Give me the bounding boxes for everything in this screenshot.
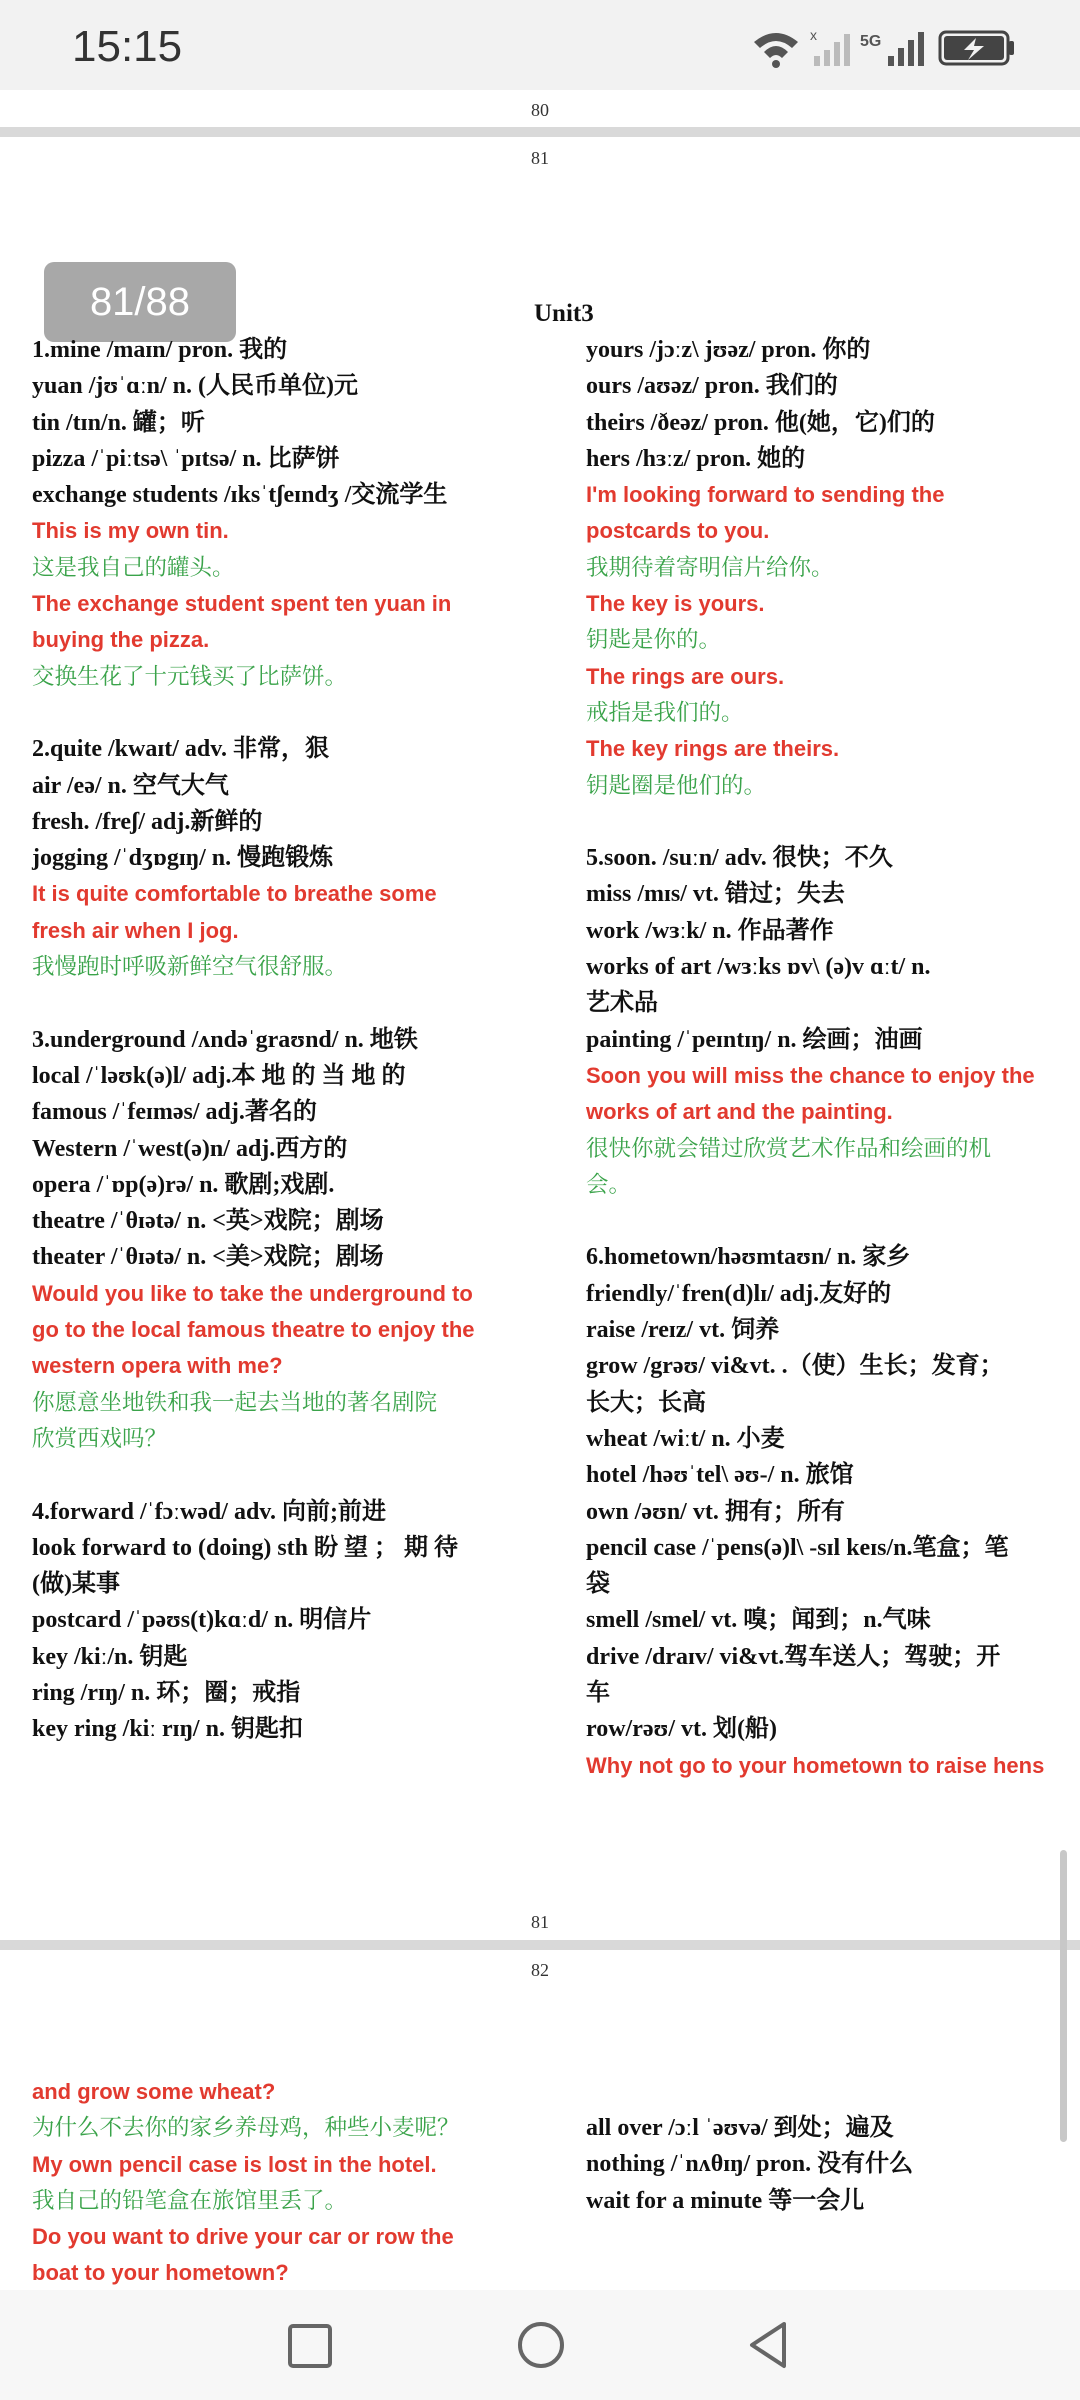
vocab-entry: own /əʊn/ vt. 拥有；所有 — [586, 1498, 845, 1525]
vocab-entry: smell /smel/ vt. 嗅；闻到；n.气味 — [586, 1607, 931, 1634]
vocab-entry: theatre /ˈθɪətə/ n. <英>戏院；剧场 — [32, 1208, 384, 1235]
page-number-prev: 80 — [531, 100, 549, 120]
vocab-entry: Western /ˈwest(ə)n/ adj.西方的 — [32, 1135, 348, 1162]
page-separator — [0, 1940, 1080, 1950]
example-sentence: It is quite comfortable to breathe some — [32, 881, 437, 907]
vocab-entry: pizza /ˈpiːtsə\ ˈpɪtsə/ n. 比萨饼 — [32, 445, 340, 472]
translation: 交换生花了十元钱买了比萨饼。 — [32, 663, 348, 689]
vocab-entry: 6.hometown/həʊmtaʊn/ n. 家乡 — [586, 1244, 911, 1271]
clock: 15:15 — [72, 22, 183, 71]
vocab-entry: key ring /kiː rɪŋ/ n. 钥匙扣 — [32, 1716, 303, 1743]
translation: 你愿意坐地铁和我一起去当地的著名剧院 — [32, 1389, 438, 1415]
vocab-entry: famous /ˈfeɪməs/ adj.著名的 — [32, 1099, 317, 1126]
page-number-top: 81 — [531, 148, 549, 168]
vocab-entry: exchange students /ɪksˈtʃeɪndʒ /交流学生 — [32, 482, 448, 509]
status-icons — [750, 26, 1020, 70]
vocab-entry: drive /draɪv/ vi&vt.驾车送人；驾驶；开 — [586, 1643, 1001, 1670]
vocab-entry: 袋 — [586, 1571, 610, 1598]
vocab-entry: jogging /ˈdʒɒgɪŋ/ n. 慢跑锻炼 — [32, 845, 334, 872]
navigation-bar — [0, 2290, 1080, 2400]
vocab-entry: yuan /jʊˈɑːn/ n. (人民币单位)元 — [32, 373, 358, 400]
example-sentence: I'm looking forward to sending the — [586, 482, 945, 508]
example-sentence: works of art and the painting. — [586, 1099, 893, 1125]
spacer — [32, 1457, 532, 1493]
example-sentence: buying the pizza. — [32, 627, 210, 653]
example-sentence: and grow some wheat? — [32, 2079, 276, 2104]
example-sentence: fresh air when I jog. — [32, 917, 239, 943]
vocab-entry: miss /mɪs/ vt. 错过；失去 — [586, 881, 845, 908]
vocab-entry: work /wɜːk/ n. 作品著作 — [586, 917, 834, 944]
translation: 这是我自己的罐头。 — [32, 554, 235, 580]
vocab-entry: wait for a minute 等一会儿 — [586, 2187, 865, 2214]
vocab-entry: 5.soon. /suːn/ adv. 很快；不久 — [586, 845, 893, 872]
vocab-entry: postcard /ˈpəʊs(t)kɑːd/ n. 明信片 — [32, 1607, 372, 1634]
vocab-entry: ring /rɪŋ/ n. 环；圈；戒指 — [32, 1679, 301, 1706]
example-sentence: Do you want to drive your car or row the — [32, 2224, 454, 2250]
vocab-entry: works of art /wɜːks ɒv\ (ə)v ɑːt/ n. — [586, 954, 931, 981]
page-number-bottom: 81 — [531, 1912, 549, 1932]
example-sentence: The exchange student spent ten yuan in — [32, 591, 452, 617]
svg-text:x: x — [810, 27, 817, 43]
vocab-entry: hotel /həʊˈtel\ əʊ-/ n. 旅馆 — [586, 1462, 854, 1489]
vocab-entry: grow /grəʊ/ vi&vt. .（使）生长；发育； — [586, 1353, 1004, 1380]
vocab-entry: friendly/ˈfren(d)lɪ/ adj.友好的 — [586, 1280, 892, 1307]
spacer — [32, 695, 532, 731]
scrollbar[interactable] — [1060, 1850, 1067, 2142]
example-sentence: My own pencil case is lost in the hotel. — [32, 2151, 437, 2177]
vocab-entry: hers /hɜːz/ pron. 她的 — [586, 445, 806, 472]
translation: 欣赏西戏吗？ — [32, 1425, 168, 1451]
recents-icon[interactable] — [286, 2322, 334, 2370]
svg-text:5G: 5G — [860, 33, 882, 50]
translation: 为什么不去你的家乡养母鸡，种些小麦呢？ — [32, 2115, 460, 2141]
vocab-entry: 1.mine /maɪn/ pron. 我的 — [32, 337, 288, 363]
translation: 钥匙圈是他们的。 — [586, 772, 767, 798]
status-bar — [0, 0, 1080, 90]
wifi-icon — [754, 33, 798, 68]
vocab-entry: 3.underground /ʌndəˈgraʊnd/ n. 地铁 — [32, 1026, 418, 1053]
example-sentence: Soon you will miss the chance to enjoy the — [586, 1062, 1035, 1088]
right-column — [586, 332, 1066, 1784]
example-sentence: The rings are ours. — [586, 663, 785, 689]
translation: 我慢跑时呼吸新鲜空气很舒服。 — [32, 954, 348, 980]
vocab-entry: local /ˈləʊk(ə)l/ adj.本 地 的 当 地 的 — [32, 1062, 406, 1089]
back-icon[interactable] — [744, 2320, 792, 2370]
example-sentence: postcards to you. — [586, 518, 770, 544]
vocab-entry: look forward to (doing) sth 盼 望 ； 期 待 — [32, 1534, 459, 1561]
vocab-entry: 艺术品 — [586, 990, 658, 1017]
vocab-entry: yours /jɔːz\ jʊəz/ pron. 你的 — [586, 337, 871, 363]
vocab-entry: pencil case /ˈpens(ə)l\ -sɪl keɪs/n.笔盒；笔 — [586, 1534, 1009, 1561]
vocab-entry: nothing /ˈnʌθɪŋ/ pron. 没有什么 — [586, 2151, 914, 2178]
translation: 我期待着寄明信片给你。 — [586, 554, 834, 580]
vocab-entry: 长大；长高 — [586, 1389, 706, 1416]
translation: 钥匙是你的。 — [586, 627, 722, 653]
vocab-entry: 4.forward /ˈfɔːwəd/ adv. 向前;前进 — [32, 1498, 386, 1525]
battery-icon — [940, 32, 1014, 64]
next-page-left-column — [32, 2074, 552, 2292]
vocab-entry: theirs /ðeəz/ pron. 他(她，它)们的 — [586, 409, 935, 436]
vocab-entry: 车 — [586, 1679, 610, 1706]
spacer — [586, 1203, 1066, 1239]
page-number-next: 82 — [531, 1960, 549, 1980]
page-separator — [0, 127, 1080, 137]
example-sentence: The key rings are theirs. — [586, 736, 840, 762]
vocab-entry: air /eə/ n. 空气大气 — [32, 772, 229, 799]
vocab-entry: painting /ˈpeɪntɪŋ/ n. 绘画；油画 — [586, 1026, 923, 1053]
translation: 戒指是我们的。 — [586, 699, 744, 725]
translation: 很快你就会错过欣赏艺术作品和绘画的机 — [586, 1135, 992, 1161]
translation: 我自己的铅笔盒在旅馆里丢了。 — [32, 2187, 348, 2213]
example-sentence: boat to your hometown? — [32, 2260, 289, 2286]
vocab-entry: row/rəʊ/ vt. 划(船) — [586, 1716, 777, 1743]
vocab-entry: all over /ɔːl ˈəʊvə/ 到处；遍及 — [586, 2115, 894, 2141]
vocab-entry: 2.quite /kwaɪt/ adv. 非常，狠 — [32, 736, 329, 763]
vocab-entry: fresh. /freʃ/ adj.新鲜的 — [32, 808, 263, 835]
spacer — [32, 985, 532, 1021]
vocab-entry: theater /ˈθɪətə/ n. <美>戏院；剧场 — [32, 1244, 384, 1271]
unit-title: Unit3 — [534, 300, 594, 327]
cellular-signal-icon — [860, 32, 924, 66]
vocab-entry: ours /aʊəz/ pron. 我们的 — [586, 373, 838, 400]
no-signal-icon — [810, 27, 850, 66]
home-icon[interactable] — [516, 2320, 566, 2370]
example-sentence: go to the local famous theatre to enjoy the — [32, 1317, 475, 1343]
example-sentence: Would you like to take the underground to — [32, 1280, 473, 1306]
example-sentence: Why not go to your hometown to raise hens — [586, 1752, 1045, 1778]
page-indicator: 81/88 — [44, 262, 236, 342]
example-sentence: western opera with me? — [32, 1353, 283, 1379]
left-column — [32, 332, 532, 1748]
spacer — [586, 804, 1066, 840]
example-sentence: This is my own tin. — [32, 518, 229, 544]
vocab-entry: raise /reɪz/ vt. 饲养 — [586, 1317, 780, 1344]
vocab-entry: opera /ˈɒp(ə)rə/ n. 歌剧;戏剧. — [32, 1171, 335, 1198]
vocab-entry: tin /tɪn/n. 罐；听 — [32, 409, 205, 436]
translation: 会。 — [586, 1171, 632, 1197]
vocab-entry: key /kiː/n. 钥匙 — [32, 1643, 188, 1670]
next-page-right-column — [586, 2110, 1066, 2219]
vocab-entry: (做)某事 — [32, 1571, 120, 1598]
vocab-entry: wheat /wiːt/ n. 小麦 — [586, 1425, 785, 1452]
example-sentence: The key is yours. — [586, 591, 765, 617]
